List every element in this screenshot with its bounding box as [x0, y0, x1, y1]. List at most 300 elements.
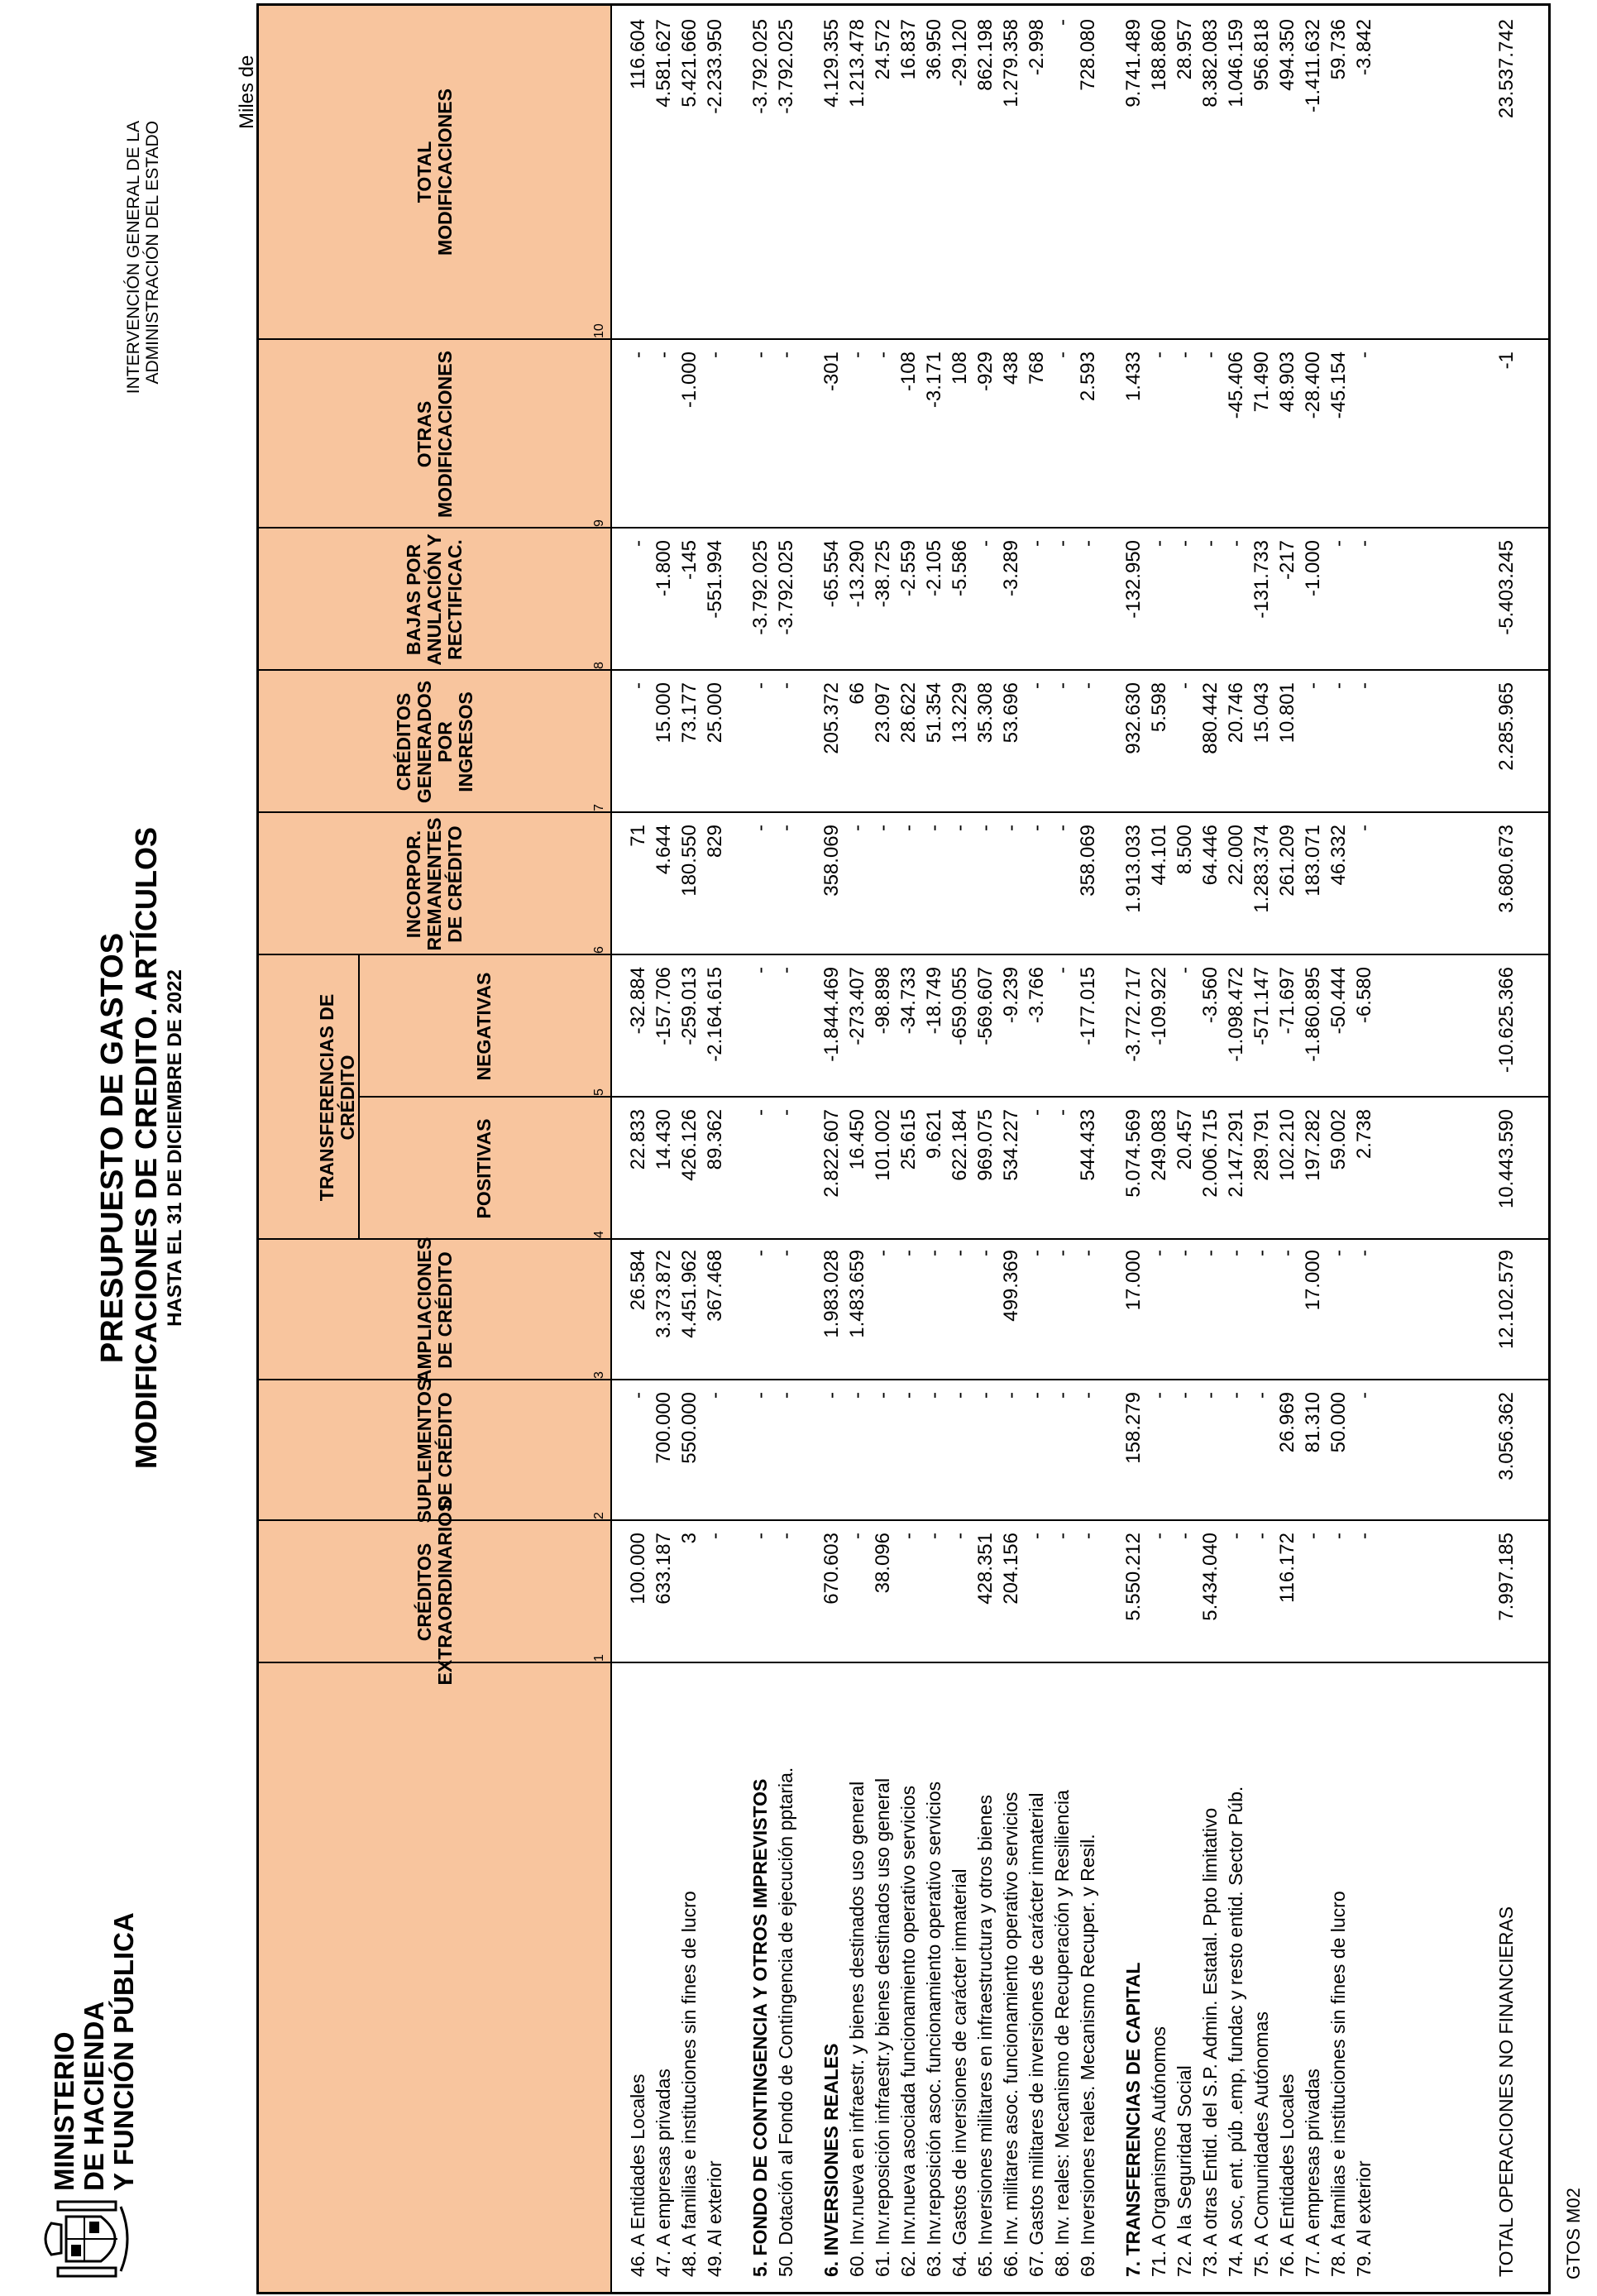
row-value-col-4: 59.002	[1327, 1109, 1350, 1170]
row-label: 69. Inversiones reales. Mecanismo Recuper. y Resil.	[1077, 1834, 1098, 2277]
row-value-col-2: 26.969	[1276, 1392, 1298, 1453]
row-value-col-2: -	[820, 1392, 843, 1399]
header-col-7	[259, 671, 610, 813]
row-label: 63. Inv.reposición asoc. funcionamiento operativo servicios	[923, 1781, 944, 2277]
row-value-col-5: -50.444	[1327, 967, 1350, 1035]
row-value-col-9: -	[749, 352, 772, 358]
row-value-col-7: 205.372	[820, 682, 843, 754]
row-value-col-6: -	[1051, 825, 1073, 831]
header-col-6-line-1: INCORPOR.	[403, 830, 424, 939]
table-row	[1024, 6, 1050, 2292]
row-value-col-6: -	[872, 825, 894, 831]
table-row	[870, 6, 896, 2292]
row-value-col-8: -2.559	[897, 540, 920, 597]
row-value-col-2: -	[1250, 1392, 1273, 1399]
row-value-col-10: 4.581.627	[653, 19, 675, 108]
row-value-col-1: -	[704, 1533, 726, 1539]
row-value-col-7: 53.696	[1000, 682, 1022, 744]
row-value-col-1: 204.156	[1000, 1533, 1022, 1605]
row-value-col-6: -	[775, 825, 797, 831]
header-col-2-line-1: SUPLEMENTOS	[413, 1378, 435, 1523]
row-label: 49. Al exterior	[704, 2160, 725, 2277]
row-value-col-6: 829	[704, 825, 726, 859]
row-value-col-4: 16.450	[846, 1109, 868, 1170]
title-line-2: MODIFICACIONES DE CREDITO. ARTÍCULOS	[129, 826, 163, 1470]
row-value-col-3: -	[1225, 1250, 1247, 1256]
header-col-3	[259, 1236, 610, 1384]
header-col-3-line-1: AMPLIACIONES	[413, 1236, 435, 1384]
header-col-9	[259, 340, 610, 529]
row-value-col-1: -	[1327, 1533, 1350, 1539]
header-col-4	[358, 1098, 610, 1240]
row-value-col-1: -	[1353, 1533, 1375, 1539]
row-value-col-2: -	[749, 1392, 772, 1399]
row-value-col-6: 358.069	[820, 825, 843, 897]
row-value-col-4: 2.738	[1353, 1109, 1375, 1160]
row-value-col-2: -	[704, 1392, 726, 1399]
row-value-col-4: 426.126	[678, 1109, 700, 1181]
row-value-col-6: 44.101	[1148, 825, 1170, 886]
row-label: 60. Inv.nueva en infraestr. y bienes destinados uso general	[846, 1781, 868, 2277]
ministry-line-3: Y FUNCIÓN PÚBLICA	[108, 1912, 139, 2191]
header-transfer-line-2: CRÉDITO	[337, 1055, 358, 1141]
row-value-col-3: -	[974, 1250, 997, 1256]
header-col-6-line-3: DE CRÉDITO	[444, 825, 466, 943]
row-value-col-2: -	[1026, 1392, 1048, 1399]
row-value-col-9: -	[627, 352, 649, 358]
table-row	[773, 6, 799, 2292]
header-transfer-group	[259, 955, 358, 1240]
row-value-col-2: -	[872, 1392, 894, 1399]
row-value-col-3: 26.584	[627, 1250, 649, 1311]
row-label: 78. A familias e instituciones sin fines de lucro	[1327, 1891, 1349, 2277]
row-label: 67. Gastos militares de inversiones de carácter inmaterial	[1026, 1792, 1047, 2277]
row-value-col-7: 20.746	[1225, 682, 1247, 744]
row-value-col-7: -	[1353, 682, 1375, 689]
row-value-col-5: -3.772.717	[1122, 967, 1145, 1062]
table-row	[896, 6, 921, 2292]
row-value-col-5: -9.239	[1000, 967, 1022, 1024]
total-value-col-4: 10.443.590	[1495, 1109, 1518, 1209]
row-value-col-3: -	[1148, 1250, 1170, 1256]
row-value-col-6: -	[1026, 825, 1048, 831]
row-value-col-7: -	[1077, 682, 1099, 689]
table-row	[677, 6, 702, 2292]
title-line-1: PRESUPUESTO DE GASTOS	[95, 932, 130, 1364]
header-col-2-line-2: DE CRÉDITO	[433, 1392, 456, 1509]
header-col-4-label: POSITIVAS	[473, 1118, 495, 1219]
total-value-col-9: -1	[1495, 352, 1518, 370]
row-value-col-6: -	[1000, 825, 1022, 831]
row-value-col-3: -	[1174, 1250, 1196, 1256]
row-value-col-9: -	[1353, 352, 1375, 358]
total-value-col-8: -5.403.245	[1495, 540, 1518, 635]
row-value-col-5: -273.407	[846, 967, 868, 1045]
row-value-col-4: 20.457	[1174, 1109, 1196, 1170]
header-col-10-line-2: MODIFICACIONES	[433, 88, 456, 256]
row-value-col-7: 66	[846, 682, 868, 705]
row-value-col-7: 28.622	[897, 682, 920, 744]
table-row	[1300, 6, 1326, 2292]
col-number-6: 6	[592, 946, 606, 954]
table-row	[1075, 6, 1101, 2292]
row-value-col-2: -	[974, 1392, 997, 1399]
total-value-col-1: 7.997.185	[1495, 1533, 1518, 1621]
row-value-col-2: -	[1199, 1392, 1222, 1399]
row-label: 79. Al exterior	[1353, 2160, 1375, 2277]
row-value-col-8: -13.290	[846, 540, 868, 608]
row-value-col-4: 25.615	[897, 1109, 920, 1170]
row-value-col-3: 17.000	[1302, 1250, 1324, 1311]
row-value-col-1: 5.434.040	[1199, 1533, 1222, 1621]
row-value-col-6: -	[974, 825, 997, 831]
table-row	[819, 6, 844, 2292]
row-value-col-1: 116.172	[1276, 1533, 1298, 1603]
col-number-1: 1	[592, 1654, 606, 1662]
title-line-3: HASTA EL 31 DE DICIEMBRE DE 2022	[164, 969, 186, 1327]
table-row	[1050, 6, 1075, 2292]
row-label: 66. Inv. militares asoc. funcionamiento operativo servicios	[1000, 1791, 1021, 2277]
header-concept-cell	[259, 1663, 610, 2292]
row-label: 48. A familias e instituciones sin fines de lucro	[678, 1891, 700, 2277]
row-label: 50. Dotación al Fondo de Contingencia de ejecución pptaria.	[775, 1767, 796, 2277]
row-value-col-7: 35.308	[974, 682, 997, 744]
row-value-col-4: 969.075	[974, 1109, 997, 1181]
row-value-col-8: -551.994	[704, 540, 726, 619]
row-value-col-9: 108	[949, 352, 971, 385]
row-value-col-10: 494.350	[1276, 19, 1298, 91]
total-value-col-7: 2.285.965	[1495, 682, 1518, 771]
table-row	[1223, 6, 1249, 2292]
row-value-col-3: -	[1051, 1250, 1073, 1256]
row-value-col-9: -3.171	[923, 352, 945, 409]
row-value-col-4: 102.210	[1276, 1109, 1298, 1181]
row-value-col-4: 22.833	[627, 1109, 649, 1170]
row-value-col-3: -	[897, 1250, 920, 1256]
agency-line-1: INTERVENCIÓN GENERAL DE LA	[124, 121, 143, 395]
row-value-col-3: -	[749, 1250, 772, 1256]
row-value-col-9: 438	[1000, 352, 1022, 385]
document-code: GTOS M02	[1563, 2188, 1584, 2279]
row-value-col-10: 28.957	[1174, 19, 1196, 80]
row-value-col-10: -1.411.632	[1302, 19, 1324, 112]
row-value-col-7: -	[627, 682, 649, 689]
row-value-col-4: 14.430	[653, 1109, 675, 1170]
row-value-col-5: -	[1174, 967, 1196, 973]
table-row	[947, 6, 973, 2292]
agency-line-2: ADMINISTRACIÓN DEL ESTADO	[143, 121, 162, 385]
row-value-col-2: -	[775, 1392, 797, 1399]
row-value-col-6: 261.209	[1276, 825, 1298, 897]
row-value-col-4: 2.147.291	[1225, 1109, 1247, 1198]
row-value-col-9: -45.154	[1327, 352, 1350, 419]
row-value-col-3: -	[1353, 1250, 1375, 1256]
row-value-col-8: -	[1199, 540, 1222, 547]
row-value-col-8: -	[627, 540, 649, 547]
total-value-col-6: 3.680.673	[1495, 825, 1518, 913]
row-value-col-6: -	[897, 825, 920, 831]
row-value-col-4: 197.282	[1302, 1109, 1324, 1181]
row-value-col-7: -	[1174, 682, 1196, 689]
header-col-7-line-2: GENERADOS	[413, 680, 435, 804]
col-number-5: 5	[592, 1088, 606, 1096]
header-col-2	[259, 1380, 610, 1521]
row-value-col-2: -	[897, 1392, 920, 1399]
row-value-col-4: 89.362	[704, 1109, 726, 1170]
total-value-col-3: 12.102.579	[1495, 1250, 1518, 1350]
row-value-col-9: -108	[897, 352, 920, 392]
row-label: 74. A soc, ent. púb .emp, fundac y resto entid. Sector Púb.	[1225, 1786, 1246, 2277]
col-number-10: 10	[592, 323, 606, 338]
row-value-col-3: 3.373.872	[653, 1250, 675, 1338]
header-col-8-line-2: ANULACIÓN Y	[423, 533, 445, 666]
row-value-col-5: -32.884	[627, 967, 649, 1035]
table-row	[651, 6, 677, 2292]
row-value-col-7: -	[775, 682, 797, 689]
row-value-col-3: 1.983.028	[820, 1250, 843, 1338]
row-label: 76. A Entidades Locales	[1276, 2074, 1298, 2277]
row-label: 47. A empresas privadas	[653, 2069, 674, 2277]
header-col-6-line-2: REMANENTES	[423, 817, 445, 951]
row-label: 75. A Comunidades Autónomas	[1250, 2011, 1272, 2277]
row-value-col-5: -659.055	[949, 967, 971, 1045]
row-value-col-4: 622.184	[949, 1109, 971, 1181]
row-value-col-2: 550.000	[678, 1392, 700, 1464]
row-value-col-8: -1.000	[1302, 540, 1324, 597]
modifications-table	[256, 3, 1551, 2294]
row-value-col-10: 36.950	[923, 19, 945, 80]
row-value-col-6: 1.283.374	[1250, 825, 1273, 913]
header-col-1-line-2: EXTRAORDINARIOS	[433, 1499, 456, 1686]
row-label: 68. Inv. reales: Mecanismo de Recuperación y Resiliencia	[1051, 1790, 1073, 2277]
row-value-col-4: -	[749, 1109, 772, 1116]
row-value-col-3: 367.468	[704, 1250, 726, 1322]
row-value-col-1: -	[897, 1533, 920, 1539]
header-col-9-line-1: OTRAS	[413, 400, 435, 468]
col-number-8: 8	[592, 662, 606, 669]
row-value-col-5: -177.015	[1077, 967, 1099, 1045]
row-label: 7. TRANSFERENCIAS DE CAPITAL	[1122, 1962, 1144, 2277]
row-value-col-9: -45.406	[1225, 352, 1247, 419]
row-value-col-1: 3	[678, 1533, 700, 1544]
row-value-col-2: 50.000	[1327, 1392, 1350, 1453]
row-value-col-10: -3.792.025	[749, 19, 772, 114]
row-value-col-9: -	[1148, 352, 1170, 358]
row-value-col-6: 180.550	[678, 825, 700, 897]
row-value-col-10: -3.842	[1353, 19, 1375, 76]
row-value-col-8: -2.105	[923, 540, 945, 597]
total-value-col-10: 23.537.742	[1495, 19, 1518, 119]
row-value-col-10: 1.213.478	[846, 19, 868, 108]
row-value-col-3: -	[1276, 1250, 1298, 1256]
row-value-col-10: -2.233.950	[704, 19, 726, 114]
row-value-col-2: -	[1225, 1392, 1247, 1399]
header-col-10	[259, 4, 610, 340]
row-value-col-7: 73.177	[678, 682, 700, 744]
row-value-col-5: -109.922	[1148, 967, 1170, 1045]
row-value-col-3: -	[923, 1250, 945, 1256]
row-value-col-3: 4.451.962	[678, 1250, 700, 1338]
row-value-col-10: 862.198	[974, 19, 997, 91]
row-value-col-8: -	[1225, 540, 1247, 547]
row-value-col-1: -	[1250, 1533, 1273, 1539]
table-row	[1146, 6, 1172, 2292]
row-value-col-2: -	[1051, 1392, 1073, 1399]
row-value-col-6: 1.913.033	[1122, 825, 1145, 913]
row-value-col-2: -	[1353, 1392, 1375, 1399]
row-value-col-4: 2.006.715	[1199, 1109, 1222, 1198]
header-col-10-line-1: TOTAL	[413, 141, 435, 203]
header-col-8-line-3: RECTIFICAC.	[444, 539, 466, 660]
row-value-col-10: -3.792.025	[775, 19, 797, 114]
row-value-col-6: 8.500	[1174, 825, 1196, 875]
row-value-col-9: -	[653, 352, 675, 358]
row-value-col-3: -	[1327, 1250, 1350, 1256]
row-value-col-10: 24.572	[872, 19, 894, 80]
row-value-col-6: 64.446	[1199, 825, 1222, 886]
table-row	[973, 6, 998, 2292]
row-value-col-1: 5.550.212	[1122, 1533, 1145, 1621]
row-value-col-9: 1.433	[1122, 352, 1145, 402]
row-value-col-1: 428.351	[974, 1533, 997, 1605]
row-value-col-9: -	[775, 352, 797, 358]
ministry-line-1: MINISTERIO	[49, 2031, 79, 2191]
row-value-col-9: 768	[1026, 352, 1048, 385]
row-value-col-1: 633.187	[653, 1533, 675, 1605]
col-number-7: 7	[592, 804, 606, 811]
row-value-col-6: -	[923, 825, 945, 831]
row-value-col-2: -	[1148, 1392, 1170, 1399]
row-value-col-8: -	[1174, 540, 1196, 547]
row-value-col-10: 188.860	[1148, 19, 1170, 91]
row-value-col-1: 38.096	[872, 1533, 894, 1594]
row-value-col-2: -	[1000, 1392, 1022, 1399]
row-value-col-8: -38.725	[872, 540, 894, 608]
header-col-6	[259, 813, 610, 955]
table-row	[748, 6, 773, 2292]
row-value-col-5: -157.706	[653, 967, 675, 1045]
row-value-col-5: -	[775, 967, 797, 973]
row-value-col-9: 2.593	[1077, 352, 1099, 402]
row-value-col-7: -	[749, 682, 772, 689]
row-value-col-7: 51.354	[923, 682, 945, 744]
total-row	[1494, 6, 1519, 2292]
row-value-col-10: 116.604	[627, 19, 649, 89]
row-value-col-6: 4.644	[653, 825, 675, 875]
row-value-col-5: -3.766	[1026, 967, 1048, 1024]
row-value-col-3: -	[1077, 1250, 1099, 1256]
header-transfer-line-1: TRANSFERENCIAS DE	[316, 993, 337, 1202]
row-value-col-1: -	[1077, 1533, 1099, 1539]
row-value-col-1: -	[775, 1533, 797, 1539]
row-value-col-6: -	[949, 825, 971, 831]
row-value-col-10: 1.046.159	[1225, 19, 1247, 108]
row-value-col-8: -	[1026, 540, 1048, 547]
row-value-col-6: 22.000	[1225, 825, 1247, 886]
row-label: 62. Inv.nueva asociada funcionamiento operativo servicios	[897, 1785, 919, 2277]
row-value-col-7: 880.442	[1199, 682, 1222, 754]
table-row	[1249, 6, 1274, 2292]
row-value-col-2: -	[949, 1392, 971, 1399]
row-value-col-9: -301	[820, 352, 843, 392]
row-value-col-4: 9.621	[923, 1109, 945, 1160]
row-value-col-5: -18.749	[923, 967, 945, 1035]
row-value-col-2: 700.000	[653, 1392, 675, 1464]
total-label: TOTAL OPERACIONES NO FINANCIERAS	[1495, 1906, 1517, 2277]
row-value-col-8: -	[1148, 540, 1170, 547]
row-label: 5. FONDO DE CONTINGENCIA Y OTROS IMPREVISTOS	[749, 1778, 771, 2277]
row-value-col-9: -	[872, 352, 894, 358]
row-label: 77. A empresas privadas	[1302, 2069, 1323, 2277]
table-row	[625, 6, 651, 2292]
header-col-7-line-4: INGRESOS	[454, 691, 476, 792]
row-value-col-5: -1.844.469	[820, 967, 843, 1062]
row-value-col-1: -	[1051, 1533, 1073, 1539]
row-value-col-4: -	[1026, 1109, 1048, 1116]
row-value-col-8: -	[1327, 540, 1350, 547]
row-value-col-2: -	[1077, 1392, 1099, 1399]
row-value-col-8: -3.792.025	[775, 540, 797, 635]
row-label: 71. A Organismos Autónomos	[1148, 2026, 1169, 2277]
table-row	[702, 6, 728, 2292]
row-value-col-3: 1.483.659	[846, 1250, 868, 1338]
row-value-col-7: -	[1302, 682, 1324, 689]
row-value-col-10: 59.736	[1327, 19, 1350, 80]
header-col-5	[358, 955, 610, 1098]
row-value-col-9: 71.490	[1250, 352, 1273, 413]
row-value-col-10: -29.120	[949, 19, 971, 87]
table-row	[1351, 6, 1377, 2292]
header-col-7-line-1: CRÉDITOS	[392, 692, 414, 792]
row-value-col-10: 8.382.083	[1199, 19, 1222, 108]
row-value-col-9: -	[1051, 352, 1073, 358]
row-value-col-3: 499.369	[1000, 1250, 1022, 1322]
row-value-col-2: -	[923, 1392, 945, 1399]
row-value-col-8: -	[1353, 540, 1375, 547]
row-value-col-5: -98.898	[872, 967, 894, 1035]
row-value-col-10: -	[1051, 19, 1073, 26]
row-value-col-8: -131.733	[1250, 540, 1273, 619]
row-value-col-9: -929	[974, 352, 997, 392]
row-value-col-5: -6.580	[1353, 967, 1375, 1024]
row-value-col-5: -	[1051, 967, 1073, 973]
row-value-col-4: 5.074.569	[1122, 1109, 1145, 1198]
row-value-col-8: -5.586	[949, 540, 971, 597]
row-value-col-9: -	[1199, 352, 1222, 358]
row-value-col-7: 15.000	[653, 682, 675, 744]
row-value-col-9: -	[704, 352, 726, 358]
table-row	[1172, 6, 1198, 2292]
row-value-col-7: 15.043	[1250, 682, 1273, 744]
header-col-8-line-1: BAJAS POR	[403, 543, 424, 656]
units-label: Miles de	[236, 55, 258, 129]
total-value-col-2: 3.056.362	[1495, 1392, 1518, 1480]
header-col-1-line-1: CRÉDITOS	[413, 1543, 435, 1642]
col-number-9: 9	[592, 519, 606, 527]
row-value-col-1: -	[1148, 1533, 1170, 1539]
ministry-line-2: DE HACIENDA	[79, 2001, 109, 2191]
row-value-col-8: -3.289	[1000, 540, 1022, 597]
table-row	[921, 6, 947, 2292]
row-label: 46. A Entidades Locales	[627, 2074, 648, 2277]
row-value-col-10: 16.837	[897, 19, 920, 80]
row-value-col-10: 4.129.355	[820, 19, 843, 108]
row-value-col-2: -	[627, 1392, 649, 1399]
row-value-col-6: 358.069	[1077, 825, 1099, 897]
header-col-3-line-2: DE CRÉDITO	[433, 1251, 456, 1369]
row-value-col-1: -	[1225, 1533, 1247, 1539]
row-value-col-8: -	[1077, 540, 1099, 547]
